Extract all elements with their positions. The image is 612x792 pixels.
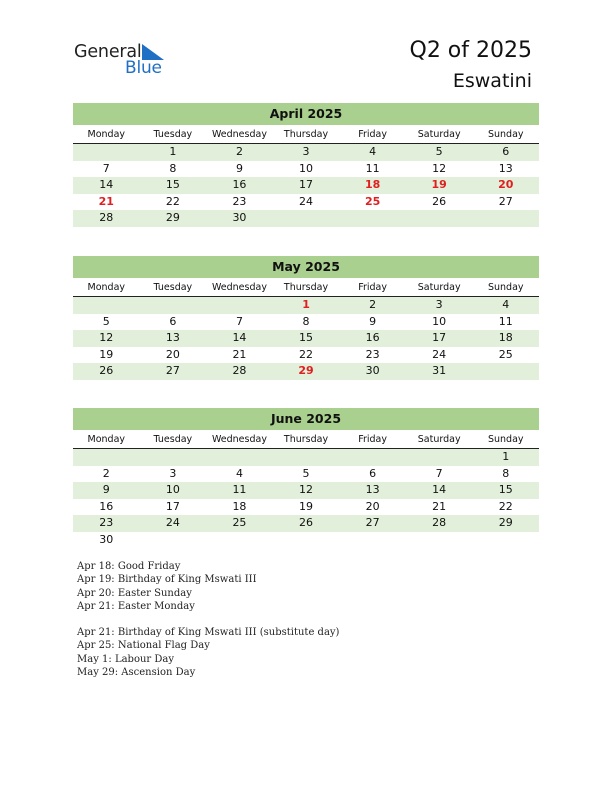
day-cell: 9	[235, 161, 243, 175]
day-cell: 23	[365, 347, 380, 361]
week-row	[73, 466, 539, 483]
weekday-label: Sunday	[487, 434, 524, 445]
day-cell: 4	[502, 298, 510, 311]
holiday-note: May 29: Ascension Day	[77, 667, 196, 679]
empty-day-cell	[73, 297, 140, 314]
logo-word-general: General	[74, 42, 142, 62]
day-cell: 12	[299, 483, 314, 496]
empty-day-cell	[472, 532, 539, 549]
day-cell: 29	[165, 211, 180, 224]
week-row	[73, 210, 539, 227]
day-cell: 27	[365, 516, 380, 529]
day-cell: 2	[235, 145, 243, 158]
weekday-label: Saturday	[417, 434, 461, 445]
day-cell: 1	[502, 450, 510, 463]
day-cell: 10	[299, 161, 314, 175]
month-may	[73, 256, 539, 380]
week-row	[73, 499, 539, 516]
month-title: May 2025	[73, 256, 539, 278]
day-cell: 16	[99, 499, 114, 513]
month-april	[73, 103, 539, 227]
day-cell: 31	[432, 364, 447, 377]
day-cell: 17	[165, 499, 180, 513]
week-row	[73, 449, 539, 466]
day-cell: 27	[498, 194, 513, 208]
weekday-label: Wednesday	[211, 434, 267, 445]
day-cell: 28	[232, 364, 247, 377]
empty-day-cell	[273, 449, 340, 466]
day-cell: 2	[369, 298, 377, 311]
day-cell: 7	[235, 314, 243, 328]
day-cell: 29	[298, 364, 314, 377]
day-cell: 5	[435, 145, 443, 158]
day-cell: 24	[165, 516, 180, 529]
day-cell: 22	[165, 194, 180, 208]
weekday-header-row	[73, 430, 539, 449]
day-cell: 8	[502, 466, 510, 480]
week-row	[73, 177, 539, 194]
empty-day-cell	[406, 449, 473, 466]
weekday-label: Tuesday	[153, 434, 193, 445]
weekday-label: Friday	[358, 129, 387, 140]
empty-day-cell	[206, 449, 273, 466]
day-cell: 29	[498, 516, 513, 529]
page-subtitle: Eswatini	[452, 70, 532, 92]
holiday-note: May 1: Labour Day	[77, 653, 174, 665]
empty-day-cell	[339, 449, 406, 466]
holiday-note: Apr 21: Easter Monday	[77, 601, 195, 613]
week-row	[73, 161, 539, 178]
day-cell: 19	[299, 499, 314, 513]
day-cell: 18	[232, 499, 247, 513]
day-cell: 14	[432, 483, 447, 496]
empty-day-cell	[140, 449, 207, 466]
day-cell: 27	[165, 364, 180, 377]
day-cell: 1	[302, 298, 310, 311]
day-cell: 7	[102, 161, 110, 175]
empty-day-cell	[73, 449, 140, 466]
day-cell: 24	[299, 194, 314, 208]
page-title: Q2 of 2025	[409, 38, 532, 63]
day-cell: 19	[431, 178, 447, 191]
day-cell: 4	[235, 466, 243, 480]
holiday-note: Apr 25: National Flag Day	[77, 640, 210, 652]
empty-day-cell	[273, 210, 340, 227]
holiday-note: Apr 21: Birthday of King Mswati III (substitute day)	[77, 627, 340, 638]
empty-day-cell	[206, 532, 273, 549]
day-cell: 20	[165, 347, 180, 361]
weekday-header-row	[73, 278, 539, 297]
empty-day-cell	[472, 210, 539, 227]
holiday-notes-group-1	[77, 560, 257, 614]
day-cell: 21	[98, 194, 114, 208]
day-cell: 1	[169, 145, 177, 158]
week-row	[73, 330, 539, 347]
day-cell: 11	[365, 161, 380, 175]
weekday-header-row	[73, 125, 539, 144]
day-cell: 15	[498, 483, 513, 496]
day-cell: 25	[498, 347, 513, 361]
day-cell: 12	[99, 331, 114, 344]
day-cell: 2	[102, 466, 110, 480]
day-cell: 24	[432, 347, 447, 361]
holiday-note: Apr 19: Birthday of King Mswati III	[77, 574, 257, 586]
day-cell: 11	[232, 483, 247, 496]
day-cell: 25	[232, 516, 247, 529]
weekday-label: Thursday	[283, 434, 329, 445]
day-cell: 26	[99, 364, 114, 377]
day-cell: 18	[498, 331, 513, 344]
day-cell: 8	[302, 314, 310, 328]
month-title: April 2025	[73, 103, 539, 125]
day-cell: 16	[365, 331, 380, 344]
holiday-note: Apr 18: Good Friday	[77, 561, 181, 572]
day-cell: 26	[432, 194, 447, 208]
weekday-label: Sunday	[487, 129, 524, 140]
week-row	[73, 482, 539, 499]
weekday-label: Thursday	[283, 129, 329, 140]
week-row	[73, 314, 539, 331]
holiday-note: Apr 20: Easter Sunday	[77, 587, 192, 599]
empty-day-cell	[140, 297, 207, 314]
week-row	[73, 194, 539, 211]
holiday-notes-group-2	[77, 626, 339, 680]
day-cell: 6	[169, 314, 177, 328]
week-row	[73, 515, 539, 532]
day-cell: 16	[232, 178, 247, 191]
day-cell: 11	[498, 314, 513, 328]
weekday-label: Sunday	[487, 282, 524, 293]
weekday-label: Friday	[358, 434, 387, 445]
day-cell: 12	[432, 161, 447, 175]
day-cell: 23	[232, 194, 247, 208]
week-row	[73, 144, 539, 161]
month-title: June 2025	[73, 408, 539, 430]
day-cell: 25	[364, 194, 381, 208]
weekday-label: Tuesday	[153, 129, 193, 140]
weekday-label: Wednesday	[211, 129, 267, 140]
day-cell: 18	[364, 178, 381, 191]
empty-day-cell	[140, 532, 207, 549]
day-cell: 20	[365, 499, 380, 513]
weekday-label: Thursday	[283, 282, 329, 293]
day-cell: 8	[169, 161, 177, 175]
empty-day-cell	[339, 210, 406, 227]
day-cell: 13	[165, 331, 180, 344]
week-row	[73, 347, 539, 364]
day-cell: 21	[232, 347, 247, 361]
weekday-label: Monday	[87, 282, 126, 293]
day-cell: 9	[102, 483, 110, 496]
weekday-label: Tuesday	[153, 282, 193, 293]
day-cell: 9	[369, 314, 377, 328]
day-cell: 30	[365, 364, 380, 377]
day-cell: 28	[432, 516, 447, 529]
day-cell: 5	[302, 466, 310, 480]
day-cell: 17	[299, 178, 314, 191]
day-cell: 6	[369, 466, 377, 480]
weekday-label: Friday	[358, 282, 387, 293]
day-cell: 3	[435, 298, 443, 311]
weekday-label: Saturday	[417, 282, 461, 293]
logo-word-blue: Blue	[125, 58, 162, 78]
day-cell: 5	[102, 314, 110, 328]
brand-logo	[74, 42, 174, 78]
day-cell: 30	[99, 532, 114, 546]
day-cell: 19	[99, 347, 114, 361]
week-row	[73, 363, 539, 380]
day-cell: 3	[302, 145, 310, 158]
day-cell: 14	[99, 178, 114, 191]
day-cell: 15	[165, 178, 180, 191]
day-cell: 20	[498, 178, 514, 191]
day-cell: 30	[232, 211, 247, 224]
empty-day-cell	[339, 532, 406, 549]
day-cell: 7	[435, 466, 443, 480]
weekday-label: Monday	[87, 129, 126, 140]
day-cell: 6	[502, 145, 510, 158]
empty-day-cell	[206, 297, 273, 314]
weekday-label: Monday	[87, 434, 126, 445]
empty-day-cell	[406, 210, 473, 227]
weekday-label: Saturday	[417, 129, 461, 140]
week-row	[73, 297, 539, 314]
day-cell: 22	[299, 347, 314, 361]
day-cell: 13	[498, 161, 513, 175]
day-cell: 23	[99, 516, 114, 529]
day-cell: 28	[99, 211, 114, 224]
day-cell: 14	[232, 331, 247, 344]
empty-day-cell	[273, 532, 340, 549]
empty-day-cell	[73, 144, 140, 161]
day-cell: 4	[369, 145, 377, 158]
day-cell: 3	[169, 466, 177, 480]
day-cell: 10	[432, 314, 447, 328]
day-cell: 15	[299, 331, 314, 344]
day-cell: 22	[498, 499, 513, 513]
day-cell: 17	[432, 331, 447, 344]
day-cell: 26	[299, 516, 314, 529]
empty-day-cell	[406, 532, 473, 549]
empty-day-cell	[472, 363, 539, 380]
day-cell: 10	[165, 483, 180, 496]
day-cell: 21	[432, 499, 447, 513]
week-row	[73, 532, 539, 549]
month-june	[73, 408, 539, 548]
day-cell: 13	[365, 483, 380, 496]
weekday-label: Wednesday	[211, 282, 267, 293]
